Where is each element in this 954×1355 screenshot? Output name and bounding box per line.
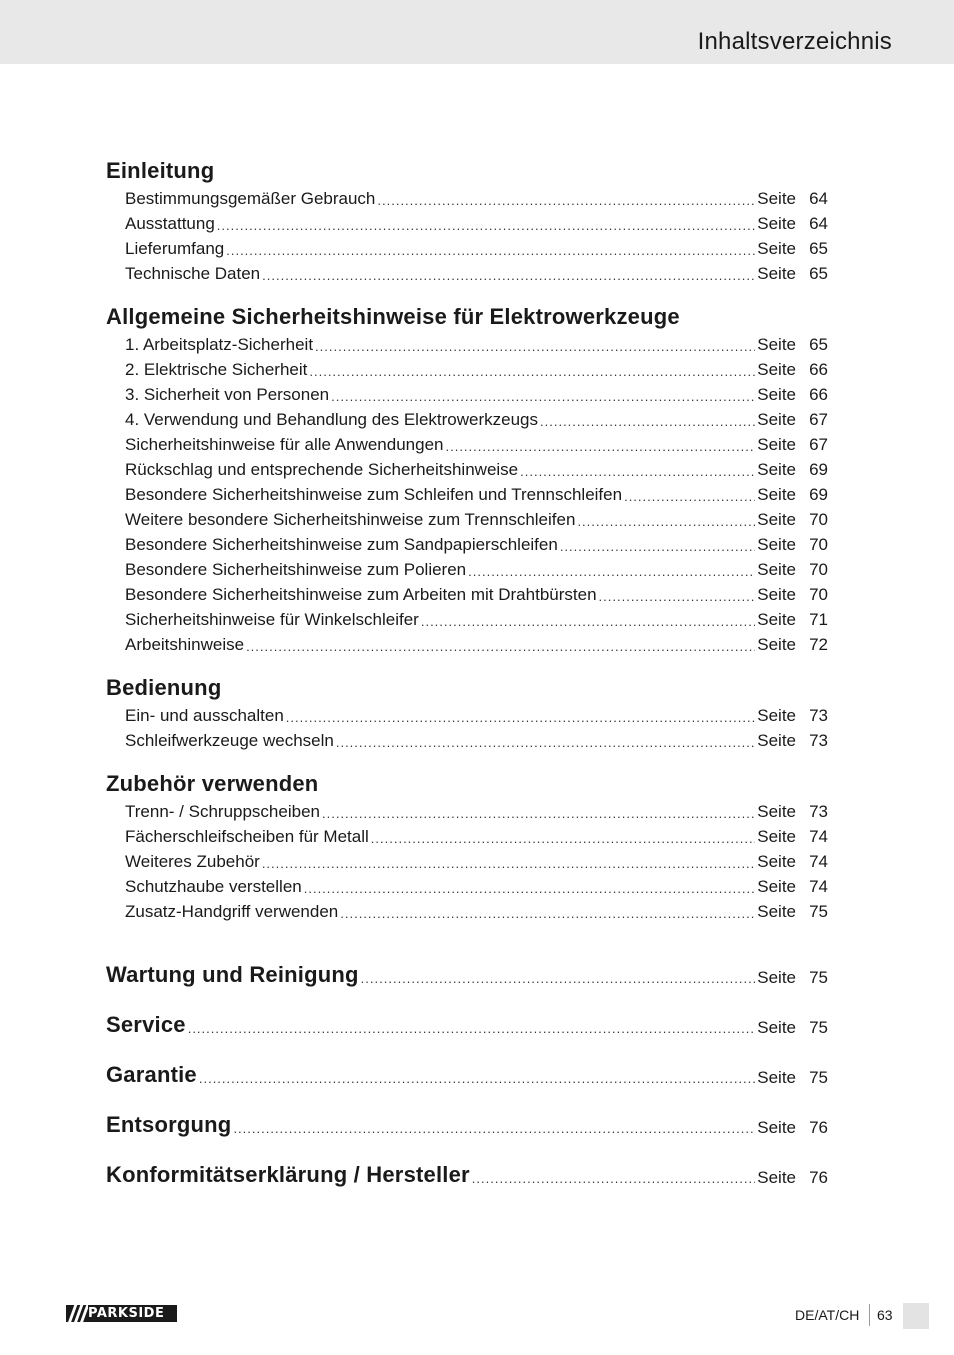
seite-label: Seite	[757, 968, 796, 987]
dot-leader	[331, 387, 755, 407]
section-entries	[125, 703, 828, 753]
dot-leader	[188, 1018, 756, 1040]
seite-label: Seite	[757, 827, 796, 846]
toc-entry	[125, 407, 828, 432]
heading-entry-page-number: 75	[809, 1068, 828, 1087]
seite-label: Seite	[757, 360, 796, 379]
dot-leader	[520, 462, 755, 482]
heading-entry-page-number: 75	[809, 968, 828, 987]
seite-label: Seite	[757, 239, 796, 258]
entry-page-number: 65	[809, 335, 828, 354]
entry-label: Sicherheitshinweise für alle Anwendungen	[125, 435, 444, 454]
dot-leader	[472, 1168, 755, 1190]
toc-entry	[125, 261, 828, 286]
dot-leader	[560, 537, 755, 557]
toc-entry	[125, 582, 828, 607]
seite-label: Seite	[757, 335, 796, 354]
toc-entry	[125, 457, 828, 482]
entry-page-number: 73	[809, 802, 828, 821]
seite-label: Seite	[757, 731, 796, 750]
entry-label: Besondere Sicherheitshinweise zum Polieren	[125, 560, 467, 579]
section-title: Allgemeine Sicherheitshinweise für Elektrowerkzeuge	[106, 304, 680, 329]
toc-entry	[125, 703, 828, 728]
entry-page-number: 67	[809, 435, 828, 454]
dot-leader	[262, 854, 755, 874]
entry-label: 3. Sicherheit von Personen	[125, 385, 330, 404]
entry-label: Weiteres Zubehör	[125, 852, 260, 871]
dot-leader	[315, 337, 755, 357]
seite-label: Seite	[757, 852, 796, 871]
country-codes: DE/AT/CH	[795, 1307, 860, 1323]
seite-label: Seite	[757, 510, 796, 529]
toc-section	[106, 769, 828, 924]
seite-label: Seite	[757, 902, 796, 921]
toc-entry	[125, 532, 828, 557]
dot-leader	[371, 829, 755, 849]
heading-entry-page-number: 76	[809, 1168, 828, 1187]
dot-leader	[340, 904, 755, 924]
entry-label: Sicherheitshinweise für Winkelschleifer	[125, 610, 419, 629]
dot-leader	[377, 191, 755, 211]
toc-heading-entries	[106, 940, 828, 1190]
entry-page-number: 70	[809, 560, 828, 579]
table-of-contents	[106, 156, 828, 1190]
toc-sections	[106, 156, 828, 924]
heading-entry-title: Service	[106, 1012, 186, 1037]
toc-heading-entry	[106, 1040, 828, 1090]
dot-leader	[577, 512, 755, 532]
toc-entry	[125, 432, 828, 457]
entry-page-number: 73	[809, 731, 828, 750]
seite-label: Seite	[757, 435, 796, 454]
dot-leader	[336, 733, 755, 753]
dot-leader	[246, 637, 755, 657]
dot-leader	[304, 879, 756, 899]
dot-leader	[540, 412, 755, 432]
dot-leader	[599, 587, 756, 607]
section-entries	[125, 186, 828, 286]
seite-label: Seite	[757, 485, 796, 504]
toc-entry	[125, 899, 828, 924]
seite-label: Seite	[757, 460, 796, 479]
seite-label: Seite	[757, 214, 796, 233]
dot-leader	[421, 612, 755, 632]
dot-leader	[199, 1068, 755, 1090]
entry-label: Technische Daten	[125, 264, 261, 283]
entry-page-number: 74	[809, 852, 828, 871]
dot-leader	[445, 437, 755, 457]
seite-label: Seite	[757, 560, 796, 579]
seite-label: Seite	[757, 189, 796, 208]
dot-leader	[624, 487, 755, 507]
page-title: Inhaltsverzeichnis	[697, 28, 892, 55]
entry-page-number: 72	[809, 635, 828, 654]
footer-tab-box	[903, 1303, 929, 1329]
entry-page-number: 64	[809, 189, 828, 208]
entry-page-number: 66	[809, 360, 828, 379]
heading-entry-title: Garantie	[106, 1062, 197, 1087]
entry-label: Schleifwerkzeuge wechseln	[125, 731, 334, 750]
page-header	[0, 0, 954, 64]
toc-entry	[125, 849, 828, 874]
dot-leader	[217, 216, 755, 236]
section-title: Bedienung	[106, 675, 222, 700]
entry-label: Zusatz-Handgriff verwenden	[125, 902, 339, 921]
entry-page-number: 67	[809, 410, 828, 429]
entry-page-number: 64	[809, 214, 828, 233]
entry-page-number: 69	[809, 485, 828, 504]
entry-label: Ausstattung	[125, 214, 215, 233]
entry-label: Weitere besondere Sicherheitshinweise zum Trennschleifen	[125, 510, 576, 529]
toc-entry	[125, 332, 828, 357]
entry-page-number: 70	[809, 510, 828, 529]
toc-heading-entry	[106, 940, 828, 990]
seite-label: Seite	[757, 585, 796, 604]
toc-entry	[125, 632, 828, 657]
dot-leader	[262, 266, 755, 286]
dot-leader	[468, 562, 755, 582]
dot-leader	[233, 1118, 755, 1140]
toc-entry	[125, 482, 828, 507]
toc-entry	[125, 357, 828, 382]
entry-page-number: 70	[809, 535, 828, 554]
toc-entry	[125, 799, 828, 824]
toc-heading-entry	[106, 1090, 828, 1140]
parkside-logo	[66, 1305, 177, 1322]
entry-label: Trenn- / Schruppscheiben	[125, 802, 320, 821]
seite-label: Seite	[757, 1168, 796, 1187]
seite-label: Seite	[757, 535, 796, 554]
seite-label: Seite	[757, 635, 796, 654]
entry-page-number: 74	[809, 877, 828, 896]
heading-entry-title: Konformitätserklärung / Hersteller	[106, 1162, 470, 1187]
seite-label: Seite	[757, 385, 796, 404]
entry-label: Besondere Sicherheitshinweise zum Schleifen und Trennschleifen	[125, 485, 623, 504]
entry-page-number: 73	[809, 706, 828, 725]
entry-label: 4. Verwendung und Behandlung des Elektrowerkzeugs	[125, 410, 539, 429]
heading-entry-page-number: 76	[809, 1118, 828, 1137]
heading-entry-title: Entsorgung	[106, 1112, 232, 1137]
dot-leader	[226, 241, 755, 261]
entry-label: Arbeitshinweise	[125, 635, 245, 654]
toc-entry	[125, 186, 828, 211]
entry-page-number: 71	[809, 610, 828, 629]
toc-heading-entry	[106, 990, 828, 1040]
seite-label: Seite	[757, 877, 796, 896]
section-title: Einleitung	[106, 158, 215, 183]
seite-label: Seite	[757, 610, 796, 629]
seite-label: Seite	[757, 802, 796, 821]
toc-entry	[125, 607, 828, 632]
seite-label: Seite	[757, 1068, 796, 1087]
logo-text: PARKSIDE	[88, 1306, 165, 1321]
toc-entry	[125, 874, 828, 899]
entry-label: Ein- und ausschalten	[125, 706, 284, 725]
heading-entry-page-number: 75	[809, 1018, 828, 1037]
entry-label: Schutzhaube verstellen	[125, 877, 302, 896]
entry-label: Besondere Sicherheitshinweise zum Arbeiten mit Drahtbürsten	[125, 585, 597, 604]
entry-label: Rückschlag und entsprechende Sicherheitshinweise	[125, 460, 519, 479]
toc-entry	[125, 557, 828, 582]
toc-entry	[125, 211, 828, 236]
seite-label: Seite	[757, 410, 796, 429]
entry-page-number: 65	[809, 239, 828, 258]
toc-entry	[125, 728, 828, 753]
dot-leader	[286, 708, 755, 728]
entry-label: 2. Elektrische Sicherheit	[125, 360, 308, 379]
heading-entry-title: Wartung und Reinigung	[106, 962, 359, 987]
toc-entry	[125, 824, 828, 849]
entry-page-number: 70	[809, 585, 828, 604]
entry-page-number: 74	[809, 827, 828, 846]
entry-page-number: 75	[809, 902, 828, 921]
toc-section	[106, 673, 828, 753]
section-title: Zubehör verwenden	[106, 771, 319, 796]
entry-label: Besondere Sicherheitshinweise zum Sandpapierschleifen	[125, 535, 558, 554]
entry-label: Bestimmungsgemäßer Gebrauch	[125, 189, 376, 208]
toc-entry	[125, 382, 828, 407]
toc-entry	[125, 507, 828, 532]
entry-label: Fächerschleifscheiben für Metall	[125, 827, 369, 846]
seite-label: Seite	[757, 1118, 796, 1137]
section-entries	[125, 332, 828, 657]
toc-entry	[125, 236, 828, 261]
seite-label: Seite	[757, 706, 796, 725]
dot-leader	[322, 804, 755, 824]
seite-label: Seite	[757, 264, 796, 283]
logo-stripes-icon	[66, 1305, 88, 1322]
seite-label: Seite	[757, 1018, 796, 1037]
entry-page-number: 66	[809, 385, 828, 404]
page-number: 63	[877, 1307, 893, 1323]
section-entries	[125, 799, 828, 924]
footer-divider	[869, 1304, 870, 1326]
toc-section	[106, 302, 828, 657]
toc-heading-entry	[106, 1140, 828, 1190]
dot-leader	[309, 362, 755, 382]
entry-label: 1. Arbeitsplatz-Sicherheit	[125, 335, 314, 354]
entry-page-number: 65	[809, 264, 828, 283]
toc-section	[106, 156, 828, 286]
dot-leader	[361, 968, 756, 990]
entry-label: Lieferumfang	[125, 239, 225, 258]
entry-page-number: 69	[809, 460, 828, 479]
